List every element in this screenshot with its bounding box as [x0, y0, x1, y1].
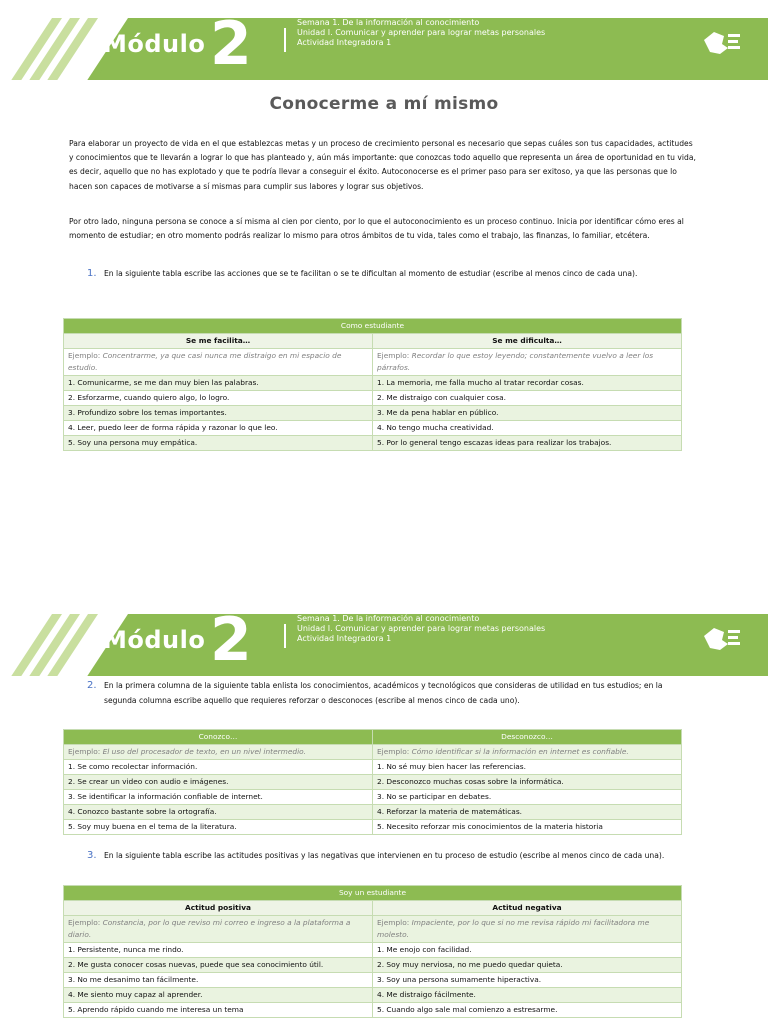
- table-row: [64, 943, 682, 958]
- table-cell: 2. Esforzarme, cuando quiero algo, lo logro.: [64, 391, 373, 406]
- example-cell: Ejemplo: Impaciente, por lo que si no me revisa rápido mi facilitadora me molesto.: [373, 916, 682, 943]
- table-cell: 3. Profundizo sobre los temas importantes.: [64, 406, 373, 421]
- table-cell: 2. Soy muy nerviosa, no me puedo quedar quieta.: [373, 958, 682, 973]
- table-cell: 1. Se como recolectar información.: [64, 760, 373, 775]
- course-meta: [297, 18, 545, 48]
- page-title: Conocerme a mí mismo: [269, 94, 499, 114]
- table-cell: 5. Por lo general tengo escazas ideas para realizar los trabajos.: [373, 436, 682, 451]
- table-conozco: [63, 729, 682, 835]
- actividad-text: Actividad Integradora 1: [297, 38, 392, 47]
- table-row: [64, 376, 682, 391]
- table-cell: 4. Me distraigo fácilmente.: [373, 988, 682, 1003]
- example-cell: Ejemplo: Recordar lo que estoy leyendo; constantemente vuelvo a leer los párrafos.: [373, 349, 682, 376]
- table-cell: 5. Soy muy buena en el tema de la literatura.: [64, 820, 373, 835]
- module-label: Módulo: [103, 626, 206, 654]
- question-text: En la siguiente tabla escribe las acciones que se te facilitan o se te dificultan al momento de estudiar (escribe al menos cinco de cada una).: [104, 269, 638, 278]
- question-number: 1.: [87, 268, 97, 279]
- table-soy-un-estudiante: [63, 885, 682, 1018]
- question-3: [87, 849, 687, 864]
- column-header: Desconozco…: [373, 730, 682, 745]
- question-2: [87, 679, 687, 708]
- question-text: En la primera columna de la siguiente tabla enlista los conocimientos, académicos y tecnológicos que consideras de utilidad en tus estudios; en la segunda columna escribe aquello que requieres reforzar o desconoces (escribe al menos cinco de cada uno).: [104, 681, 663, 705]
- table-cell: 4. No tengo mucha creatividad.: [373, 421, 682, 436]
- question-number: 3.: [87, 850, 97, 861]
- table-caption: Soy un estudiante: [64, 886, 682, 901]
- table-cell: 3. No me desanimo tan fácilmente.: [64, 973, 373, 988]
- module-banner: [0, 0, 768, 80]
- table-cell: 5. Necesito reforzar mis conocimientos de la materia historia: [373, 820, 682, 835]
- divider: [284, 624, 286, 648]
- table-cell: 5. Cuando algo sale mal comienzo a estresarme.: [373, 1003, 682, 1018]
- module-number: 2: [210, 605, 252, 675]
- table-row: [64, 406, 682, 421]
- table-cell: 1. Persistente, nunca me rindo.: [64, 943, 373, 958]
- example-cell: Ejemplo: El uso del procesador de texto, en un nivel intermedio.: [64, 745, 373, 760]
- module-banner: [0, 596, 768, 676]
- table-cell: 2. Me gusta conocer cosas nuevas, puede que sea conocimiento útil.: [64, 958, 373, 973]
- table-row: [64, 820, 682, 835]
- table-row: [64, 790, 682, 805]
- table-cell: 5. Aprendo rápido cuando me interesa un tema: [64, 1003, 373, 1018]
- table-cell: 4. Me siento muy capaz al aprender.: [64, 988, 373, 1003]
- actividad-text: Actividad Integradora 1: [297, 634, 392, 643]
- table-cell: 1. No sé muy bien hacer las referencias.: [373, 760, 682, 775]
- prepa-logo-icon: [702, 624, 742, 654]
- column-header: Conozco…: [64, 730, 373, 745]
- intro-paragraph-2: Por otro lado, ninguna persona se conoce a sí misma al cien por ciento, por lo que el autoconocimiento es un proceso continuo. Inicia por identificar cómo eres al momento de estudiar; en otro momento podrás realizar lo mismo para otros ámbitos de tu vida, tales como el trabajo, las finanzas, lo familiar, etcétera.: [69, 217, 684, 241]
- example-cell: Ejemplo: Constancia, por lo que reviso mi correo e ingreso a la plataforma a diario.: [64, 916, 373, 943]
- table-cell: 2. Se crear un video con audio e imágenes.: [64, 775, 373, 790]
- column-header: Actitud positiva: [64, 901, 373, 916]
- question-1: [87, 267, 687, 282]
- table-cell: 1. Comunicarme, se me dan muy bien las palabras.: [64, 376, 373, 391]
- divider: [284, 28, 286, 52]
- column-header: Se me facilita…: [64, 334, 373, 349]
- table-row: [64, 775, 682, 790]
- table-row: [64, 421, 682, 436]
- table-row: [64, 988, 682, 1003]
- unidad-text: Unidad I. Comunicar y aprender para lograr metas personales: [297, 624, 546, 633]
- unidad-text: Unidad I. Comunicar y aprender para lograr metas personales: [297, 28, 546, 37]
- table-cell: 5. Soy una persona muy empática.: [64, 436, 373, 451]
- question-text: En la siguiente tabla escribe las actitudes positivas y las negativas que intervienen en tu proceso de estudio (escribe al menos cinco de cada una).: [104, 851, 665, 860]
- table-cell: 4. Conozco bastante sobre la ortografía.: [64, 805, 373, 820]
- example-cell: Ejemplo: Cómo identificar si la información en internet es confiable.: [373, 745, 682, 760]
- table-cell: 1. Me enojo con facilidad.: [373, 943, 682, 958]
- table-cell: 3. No se participar en debates.: [373, 790, 682, 805]
- table-cell: 1. La memoria, me falla mucho al tratar recordar cosas.: [373, 376, 682, 391]
- intro-paragraph-1: Para elaborar un proyecto de vida en el que establezcas metas y un proceso de crecimiento personal es necesario que sepas cuáles son tus capacidades, actitudes y conocimientos que te llevarán a lograr lo que has planteado y, aún más importante: que conozcas todo aquello que representa un área de oportunidad en tu vida, es decir, aquello que no has explotado y que te podría llevar a conseguir el éxito. Autoconocerse es el primer paso para ser exitoso, ya que las personas que lo hacen son capaces de motivarse a sí mismas para cumplir sus labores y lograr sus objetivos.: [69, 139, 696, 191]
- table-como-estudiante: [63, 318, 682, 451]
- table-row: [64, 436, 682, 451]
- table-row: [64, 805, 682, 820]
- table-cell: 2. Me distraigo con cualquier cosa.: [373, 391, 682, 406]
- table-caption: Como estudiante: [64, 319, 682, 334]
- semana-text: Semana 1. De la información al conocimiento: [297, 614, 480, 623]
- question-number: 2.: [87, 680, 97, 691]
- module-number: 2: [210, 9, 252, 79]
- table-row: [64, 973, 682, 988]
- table-row: [64, 760, 682, 775]
- table-row: [64, 391, 682, 406]
- table-cell: 3. Soy una persona sumamente hiperactiva.: [373, 973, 682, 988]
- table-row: [64, 1003, 682, 1018]
- column-header: Se me dificulta…: [373, 334, 682, 349]
- table-cell: 4. Reforzar la materia de matemáticas.: [373, 805, 682, 820]
- table-cell: 3. Me da pena hablar en público.: [373, 406, 682, 421]
- module-label: Módulo: [103, 30, 206, 58]
- column-header: Actitud negativa: [373, 901, 682, 916]
- table-cell: 2. Desconozco muchas cosas sobre la informática.: [373, 775, 682, 790]
- semana-text: Semana 1. De la información al conocimiento: [297, 18, 480, 27]
- course-meta: [297, 614, 545, 644]
- table-row: [64, 958, 682, 973]
- example-cell: Ejemplo: Concentrarme, ya que casi nunca me distraigo en mi espacio de estudio.: [64, 349, 373, 376]
- prepa-logo-icon: [702, 28, 742, 58]
- table-cell: 4. Leer, puedo leer de forma rápida y razonar lo que leo.: [64, 421, 373, 436]
- table-cell: 3. Se identificar la información confiable de internet.: [64, 790, 373, 805]
